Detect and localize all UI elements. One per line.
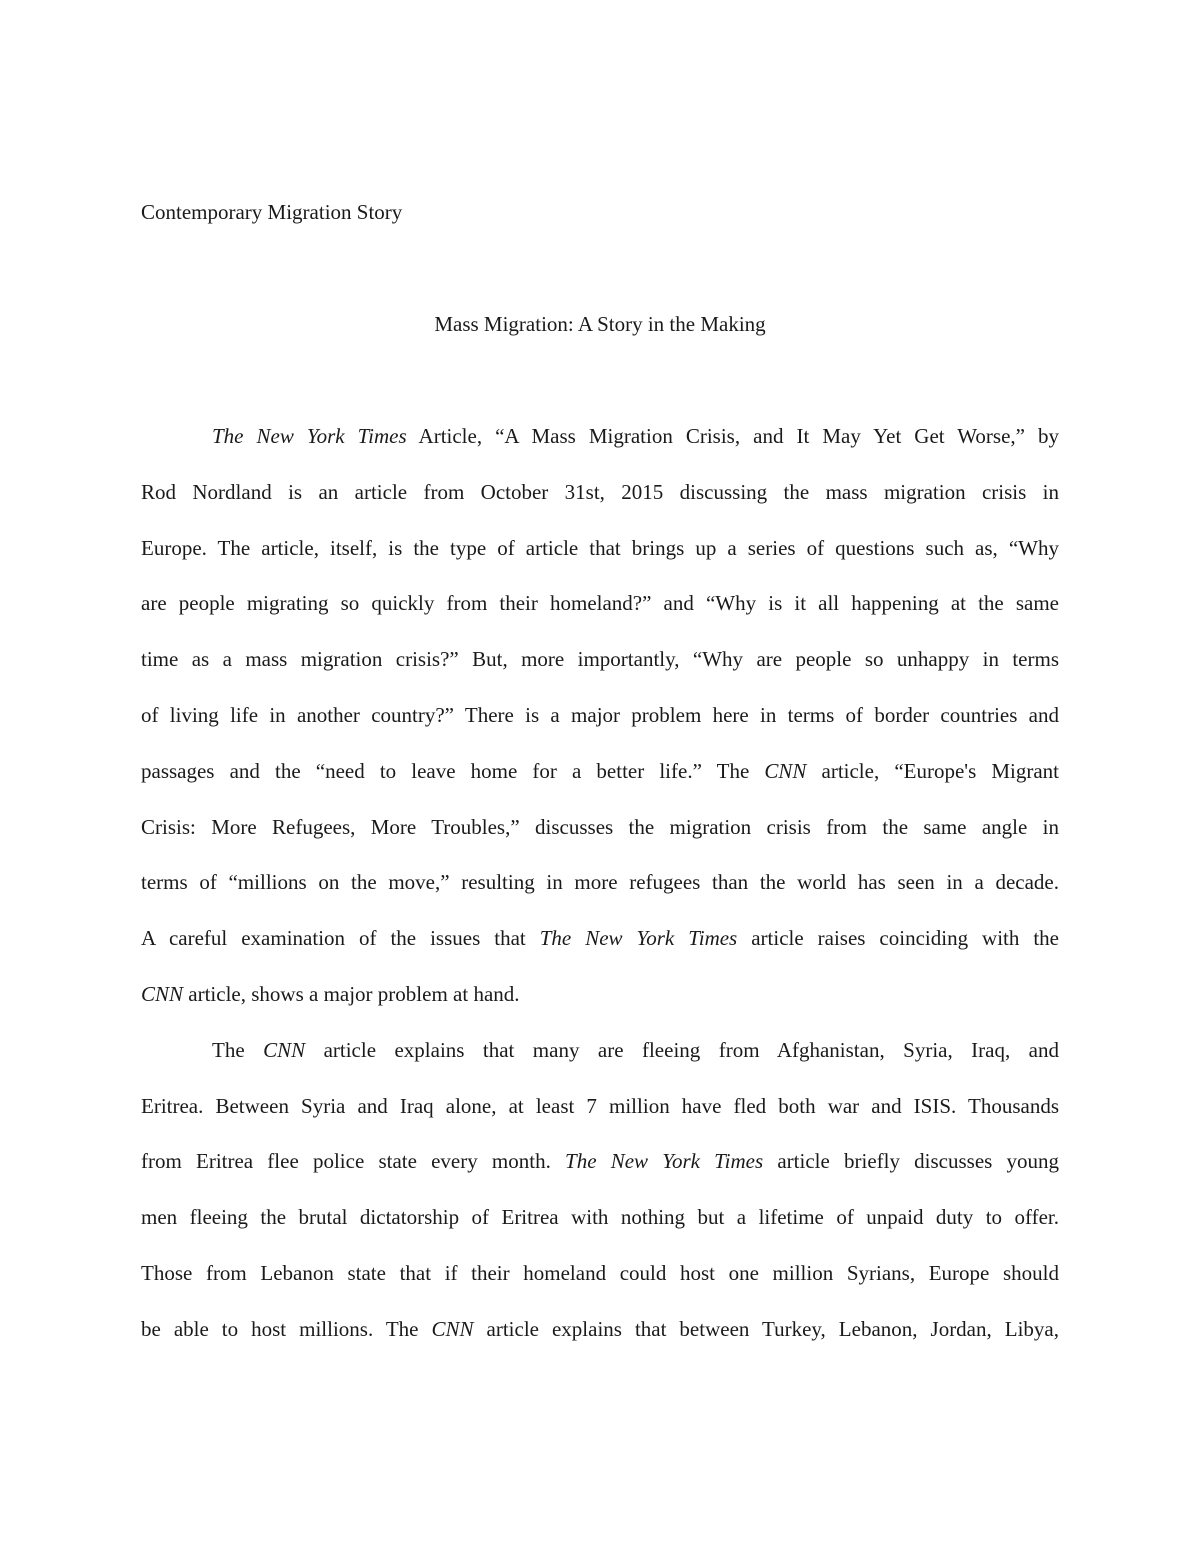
text-line bbox=[141, 1314, 1059, 1370]
text-line bbox=[141, 867, 1059, 923]
text-line bbox=[141, 421, 1059, 477]
text-run: terms of “millions on the move,” resulting in more refugees than the world has seen in a decade. bbox=[141, 870, 1059, 895]
text-run: article explains that between Turkey, Lebanon, Jordan, Libya, bbox=[473, 1316, 1059, 1341]
text-line bbox=[141, 533, 1059, 589]
text-line bbox=[141, 756, 1059, 812]
text-line bbox=[141, 1091, 1059, 1147]
text-line bbox=[141, 1035, 1059, 1091]
text-run: passages and the “need to leave home for a better life.” The bbox=[141, 758, 765, 783]
text-run: are people migrating so quickly from their homeland?” and “Why is it all happening at the same bbox=[141, 591, 1059, 616]
text-run: Those from Lebanon state that if their homeland could host one million Syrians, Europe should bbox=[141, 1260, 1059, 1285]
text-run: article, “Europe's Migrant bbox=[806, 758, 1059, 783]
text-run: The bbox=[212, 1037, 264, 1062]
text-run: A careful examination of the issues that bbox=[141, 926, 540, 951]
text-line bbox=[141, 1202, 1059, 1258]
text-run: Crisis: More Refugees, More Troubles,” discusses the migration crisis from the same angle in bbox=[141, 814, 1059, 839]
italic-text: The New York Times bbox=[212, 424, 407, 448]
italic-text: CNN bbox=[431, 1316, 474, 1341]
text-line bbox=[141, 644, 1059, 700]
text-run: time as a mass migration crisis?” But, more importantly, “Why are people so unhappy in terms bbox=[141, 647, 1059, 672]
document-body bbox=[141, 421, 1059, 1370]
text-line bbox=[141, 477, 1059, 533]
text-run: Eritrea. Between Syria and Iraq alone, at least 7 million have fled both war and ISIS. Thousands bbox=[141, 1093, 1059, 1118]
paragraph bbox=[141, 1035, 1059, 1370]
text-line bbox=[141, 700, 1059, 756]
italic-text: The New York Times bbox=[565, 1149, 764, 1174]
italic-text: CNN bbox=[764, 758, 807, 783]
text-run: Rod Nordland is an article from October 31st, 2015 discussing the mass migration crisis in bbox=[141, 479, 1059, 504]
text-line bbox=[141, 1146, 1059, 1202]
text-line bbox=[141, 812, 1059, 868]
italic-text: CNN bbox=[141, 981, 184, 1006]
text-run: be able to host millions. The bbox=[141, 1316, 432, 1341]
text-run: Europe. The article, itself, is the type of article that brings up a series of questions such as, “Why bbox=[141, 535, 1059, 560]
text-line bbox=[141, 979, 1059, 1035]
document-heading: Contemporary Migration Story bbox=[141, 200, 403, 224]
text-run: from Eritrea flee police state every month. bbox=[141, 1149, 566, 1174]
italic-text: The New York Times bbox=[539, 926, 738, 951]
text-line bbox=[141, 588, 1059, 644]
text-run: article explains that many are fleeing from Afghanistan, Syria, Iraq, and bbox=[305, 1037, 1059, 1062]
text-line bbox=[141, 923, 1059, 979]
paragraph bbox=[141, 421, 1059, 1035]
text-run: of living life in another country?” There is a major problem here in terms of border countries and bbox=[141, 702, 1059, 727]
text-run: article raises coinciding with the bbox=[737, 926, 1060, 951]
text-run: Article, “A Mass Migration Crisis, and It May Yet Get Worse,” by bbox=[406, 424, 1059, 448]
text-run: article briefly discusses young bbox=[763, 1149, 1059, 1174]
text-line bbox=[141, 1258, 1059, 1314]
italic-text: CNN bbox=[263, 1037, 306, 1062]
document-title: Mass Migration: A Story in the Making bbox=[434, 312, 766, 336]
text-run: article, shows a major problem at hand. bbox=[183, 981, 520, 1006]
text-run: men fleeing the brutal dictatorship of Eritrea with nothing but a lifetime of unpaid duty to offer. bbox=[141, 1205, 1059, 1230]
